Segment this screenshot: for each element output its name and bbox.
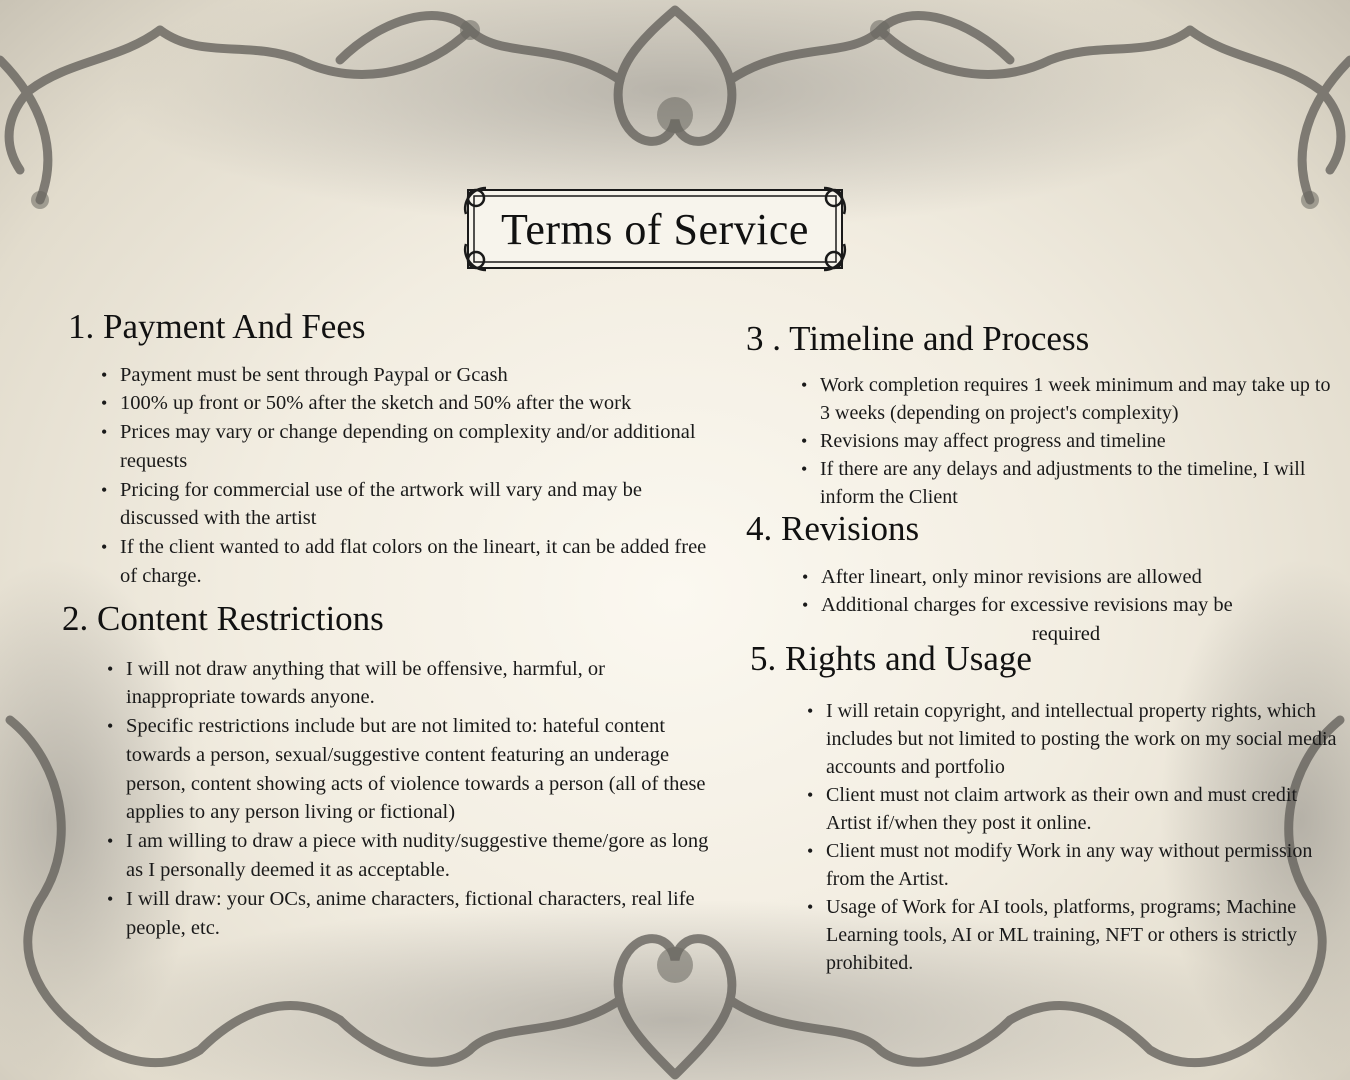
list-item: • Pricing for commercial use of the artwork will vary and may be discussed with the artist [120,476,708,534]
section-heading: 3 . Timeline and Process [746,319,1090,358]
section-heading: 2. Content Restrictions [62,599,384,638]
list-item: • After lineart, only minor revisions are allowed [821,563,1341,592]
section-list [826,697,1340,977]
section-content-restrictions [62,600,712,942]
page-title: Terms of Service [501,204,809,254]
list-item-continuation: required [1031,623,1101,646]
section-rights-and-usage [750,640,1340,977]
list-item: • Payment must be sent through Paypal or Gcash [120,361,708,390]
section-list [820,371,1341,511]
list-item: • Prices may vary or change depending on complexity and/or additional requests [120,418,708,476]
list-item: • Work completion requires 1 week minimum and may take up to 3 weeks (depending on project's complexity) [820,371,1341,427]
section-heading: 4. Revisions [746,509,920,548]
list-item: • If the client wanted to add flat colors on the lineart, it can be added free of charge. [120,533,708,591]
list-item: • Additional charges for excessive revisions may be [821,591,1341,620]
list-item: • I am willing to draw a piece with nudity/suggestive theme/gore as long as I personally deemed it as acceptable. [126,827,712,885]
list-item: • I will draw: your OCs, anime characters, fictional characters, real life people, etc. [126,885,712,943]
section-list [126,655,712,943]
section-revisions [746,510,1341,649]
list-item: • Usage of Work for AI tools, platforms, programs; Machine Learning tools, AI or ML training, NFT or others is strictly prohibited. [826,893,1340,977]
list-item: • Specific restrictions include but are not limited to: hateful content towards a person, sexual/suggestive content featuring an underage person, content showing acts of violence towards a person (all of these applies to any person living or fictional) [126,712,712,827]
section-heading: 5. Rights and Usage [750,639,1032,678]
list-item: • Client must not claim artwork as their own and must credit Artist if/when they post it online. [826,781,1340,837]
list-item: • Client must not modify Work in any way without permission from the Artist. [826,837,1340,893]
section-heading: 1. Payment And Fees [68,307,366,346]
section-list [821,563,1341,621]
list-item: • I will not draw anything that will be offensive, harmful, or inappropriate towards anyone. [126,655,712,713]
section-timeline-and-process [746,320,1341,511]
list-item: • If there are any delays and adjustments to the timeline, I will inform the Client [820,455,1341,511]
title-frame [462,184,848,274]
section-list [120,361,708,591]
list-item: • Revisions may affect progress and timeline [820,427,1341,455]
list-item: • I will retain copyright, and intellectual property rights, which includes but not limited to posting the work on my social media accounts and portfolio [826,697,1340,781]
list-item: • 100% up front or 50% after the sketch and 50% after the work [120,389,708,418]
section-payment-and-fees [68,308,708,591]
